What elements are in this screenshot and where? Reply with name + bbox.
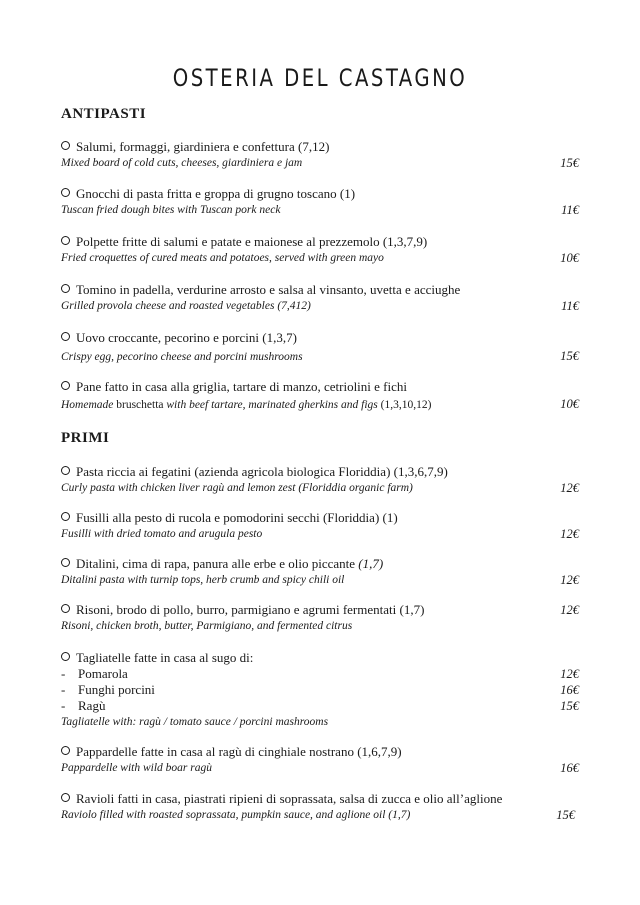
dish-name-it: Tagliatelle fatte in casa al sugo di: — [76, 650, 254, 665]
dish-name-en-part: bruschetta — [116, 399, 164, 411]
allergens: (1,7) — [358, 556, 384, 571]
circle-bullet-icon — [61, 746, 70, 755]
dish-price: 12€ — [560, 573, 579, 587]
dish-price: 12€ — [560, 603, 579, 617]
sauce-price: 15€ — [560, 699, 579, 713]
menu-item — [61, 234, 581, 266]
menu-item — [61, 464, 581, 496]
menu-item — [61, 744, 581, 776]
dish-name-it: Pane fatto in casa alla griglia, tartare di manzo, cetriolini e fichi — [76, 379, 407, 394]
dish-name-en: Risoni, chicken broth, butter, Parmigiano, and fermented citrus — [61, 620, 353, 632]
dish-name-en-part: Homemade — [61, 399, 117, 411]
menu-item — [61, 282, 581, 314]
dish-price: 15€ — [556, 808, 575, 822]
section-heading-primi: PRIMI — [61, 430, 110, 446]
dish-name-en: Ditalini pasta with turnip tops, herb crumb and spicy chili oil — [61, 574, 345, 586]
dish-name-it: Salumi, formaggi, giardiniera e confettura (7,12) — [76, 139, 330, 154]
dish-price: 11€ — [561, 203, 579, 217]
menu-item — [61, 379, 581, 413]
dish-name-en: Pappardelle with wild boar ragù — [61, 762, 212, 774]
dish-price: 12€ — [560, 481, 579, 495]
dish-name-en: Crispy egg, pecorino cheese and porcini mushrooms — [61, 351, 303, 363]
circle-bullet-icon — [61, 381, 70, 390]
circle-bullet-icon — [61, 284, 70, 293]
circle-bullet-icon — [61, 793, 70, 802]
circle-bullet-icon — [61, 604, 70, 613]
dish-price: 11€ — [561, 299, 579, 313]
circle-bullet-icon — [61, 652, 70, 661]
dish-name-en-part: with beef tartare, marinated gherkins and figs — [163, 399, 381, 411]
dish-name-it: Ditalini, cima di rapa, panura alle erbe e olio piccante — [76, 556, 359, 571]
dish-name-en: Fried croquettes of cured meats and potatoes, served with green mayo — [61, 252, 384, 264]
menu-title: OSTERIA DEL CASTAGNO — [172, 64, 468, 92]
circle-bullet-icon — [61, 558, 70, 567]
dish-name-it: Risoni, brodo di pollo, burro, parmigiano e agrumi fermentati (1,7) — [76, 602, 425, 617]
sauce-name: Pomarola — [78, 666, 128, 681]
menu-item — [61, 139, 581, 171]
circle-bullet-icon — [61, 332, 70, 341]
circle-bullet-icon — [61, 236, 70, 245]
menu-item — [61, 791, 581, 823]
sauce-option — [61, 666, 581, 682]
dish-name-it: Fusilli alla pesto di rucola e pomodorini secchi (Floriddia) (1) — [76, 510, 398, 525]
section-heading-antipasti: ANTIPASTI — [61, 106, 147, 122]
circle-bullet-icon — [61, 466, 70, 475]
dish-price: 15€ — [560, 349, 579, 363]
menu-item — [61, 556, 581, 588]
dish-name-en: Raviolo filled with roasted soprassata, pumpkin sauce, and aglione oil (1,7) — [61, 809, 411, 821]
allergens: (1,3,10,12) — [380, 399, 432, 411]
menu-item — [61, 510, 581, 542]
menu-item — [61, 602, 581, 634]
dish-name-it: Tomino in padella, verdurine arrosto e salsa al vinsanto, uvetta e acciughe — [76, 282, 461, 297]
dish-price: 15€ — [560, 156, 579, 170]
sauce-name: Funghi porcini — [78, 682, 155, 697]
circle-bullet-icon — [61, 141, 70, 150]
dish-name-en: Grilled provola cheese and roasted vegetables (7,412) — [61, 300, 311, 312]
menu-item — [61, 186, 581, 218]
dash-bullet: - — [61, 698, 66, 713]
dish-price: 10€ — [560, 397, 579, 411]
dash-bullet: - — [61, 682, 66, 697]
dish-name-en: Tagliatelle with: ragù / tomato sauce / porcini mashrooms — [61, 716, 329, 728]
dish-name-en: Curly pasta with chicken liver ragù and lemon zest (Floriddia organic farm) — [61, 482, 413, 494]
dish-name-en: Mixed board of cold cuts, cheeses, giardiniera e jam — [61, 157, 303, 169]
dish-name-it: Polpette fritte di salumi e patate e maionese al prezzemolo (1,3,7,9) — [76, 234, 428, 249]
sauce-price: 16€ — [560, 683, 579, 697]
dish-name-en — [61, 397, 581, 413]
dish-name-it: Gnocchi di pasta fritta e groppa di grugno toscano (1) — [76, 186, 356, 201]
dish-name-it: Pappardelle fatte in casa al ragù di cinghiale nostrano (1,6,7,9) — [76, 744, 402, 759]
menu-item-tagliatelle — [61, 650, 581, 730]
menu-item — [61, 330, 581, 365]
sauce-option — [61, 698, 581, 714]
sauce-option — [61, 682, 581, 698]
sauce-price: 12€ — [560, 667, 579, 681]
dish-price: 12€ — [560, 527, 579, 541]
dash-bullet: - — [61, 666, 66, 681]
dish-name-en: Tuscan fried dough bites with Tuscan pork neck — [61, 204, 281, 216]
dish-name-it: Uovo croccante, pecorino e porcini (1,3,7) — [76, 330, 297, 345]
dish-price: 10€ — [560, 251, 579, 265]
circle-bullet-icon — [61, 188, 70, 197]
sauce-name: Ragù — [78, 698, 106, 713]
dish-name-it: Pasta riccia ai fegatini (azienda agricola biologica Floriddia) (1,3,6,7,9) — [76, 464, 448, 479]
dish-name-en: Fusilli with dried tomato and arugula pesto — [61, 528, 263, 540]
dish-name-it: Ravioli fatti in casa, piastrati ripieni di soprassata, salsa di zucca e olio all’aglione — [76, 791, 503, 806]
dish-price: 16€ — [560, 761, 579, 775]
circle-bullet-icon — [61, 512, 70, 521]
